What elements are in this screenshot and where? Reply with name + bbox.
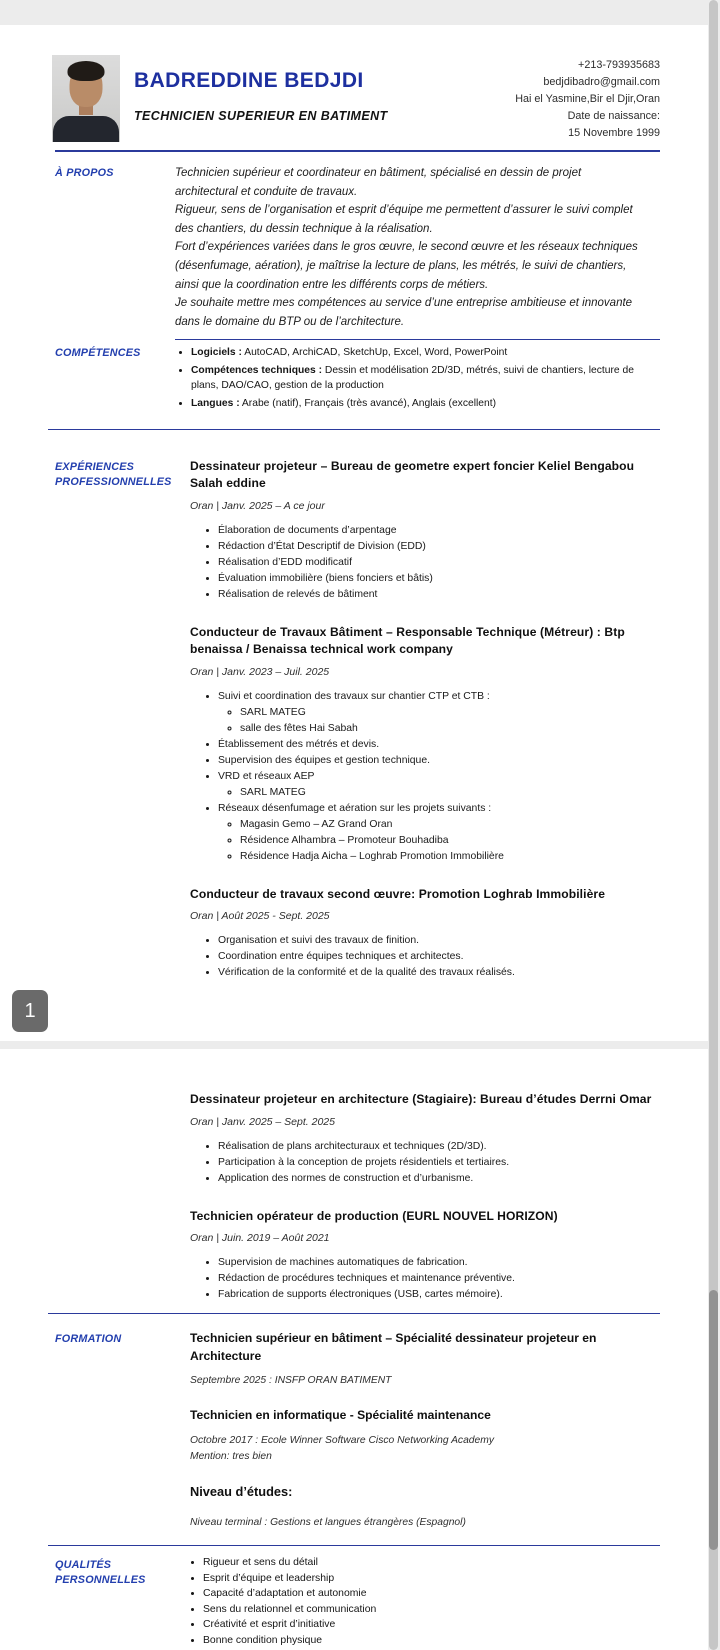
identity-block [134, 55, 388, 142]
job-entry [190, 1208, 660, 1303]
quality-item: • Rigueur et sens du détail [203, 1556, 660, 1571]
job-title: Dessinateur projeteur en architecture (Stagiaire): Bureau d’études Derrni Omar [190, 1092, 652, 1106]
photo-hair-shape [68, 61, 105, 81]
job-bullet-list [190, 523, 660, 602]
job-sub-list [218, 785, 660, 800]
header-divider [55, 150, 660, 152]
formation-label: FORMATION [55, 1333, 122, 1345]
contact-line: +213-793935683 [578, 59, 660, 71]
education-entry [190, 1330, 660, 1389]
job-title: Conducteur de travaux second œuvre: Promotion Loghrab Immobilière [190, 886, 606, 901]
job-title: Technicien opérateur de production (EURL NOUVEL HORIZON) [190, 1208, 558, 1223]
jobs-page2 [175, 1091, 660, 1303]
contact-line: Hai el Yasmine,Bir el Djir,Oran [515, 93, 660, 105]
competence-lead: Langues : [191, 397, 240, 409]
experiences-continued-label [55, 1091, 175, 1303]
education-meta: Septembre 2025 : INSFP ORAN BATIMENT [190, 1375, 392, 1386]
job-bullet-list [190, 1139, 660, 1186]
quality-item: • Sens du relationnel et communication [203, 1603, 660, 1618]
job-bullet: • Participation à la conception de projets résidentiels et tertiaires. [218, 1155, 660, 1170]
job-bullet: • Réalisation de plans architecturaux et techniques (2D/3D). [218, 1139, 660, 1154]
qualites-list [175, 1556, 660, 1649]
contact-line: 15 Novembre 1999 [568, 127, 660, 139]
job-title: Dessinateur projeteur – Bureau de geometre expert foncier Keliel Bengabou Salah eddine [190, 458, 635, 491]
competence-lead: Logiciels : [191, 347, 242, 359]
job-bullet: • Vérification de la conformité et de la qualité des travaux réalisés. [218, 965, 660, 980]
formation-list [175, 1330, 660, 1531]
experiences-label: EXPÉRIENCES PROFESSIONNELLES [55, 460, 172, 488]
education-title: Technicien en informatique - Spécialité maintenance [190, 1408, 491, 1422]
education-title: Niveau d’études: [190, 1483, 293, 1499]
job-bullet-list [190, 933, 660, 980]
candidate-title: TECHNICIEN SUPERIEUR EN BATIMENT [134, 109, 388, 123]
competences-list [175, 346, 660, 414]
job-bullet: • VRD et réseaux AEP ◦ SARL MATEG [218, 769, 660, 800]
job-sub-list [218, 705, 660, 736]
job-bullet: • Fabrication de supports électroniques (USB, cartes mémoire). [218, 1287, 660, 1302]
job-bullet: • Évaluation immobilière (biens fonciers et bâtis) [218, 571, 660, 586]
job-bullet-list [190, 1255, 660, 1302]
about-paragraph: Rigueur, sens de l’organisation et esprit d’équipe me permettent d’assurer le suivi complet des chantiers, du dessin technique à la réalisation. [175, 204, 633, 235]
competence-item [191, 364, 660, 394]
qualites-label: QUALITÉS PERSONNELLES [55, 1559, 146, 1586]
job-entry [190, 886, 660, 981]
about-text [175, 164, 660, 331]
education-title: Technicien supérieur en bâtiment – Spécialité dessinateur projeteur en Architecture [190, 1331, 597, 1363]
about-label: À PROPOS [55, 167, 114, 179]
competences-label: COMPÉTENCES [55, 347, 141, 360]
job-bullet: • Rédaction d’État Descriptif de Division (EDD) [218, 539, 660, 554]
quality-item: • Capacité d’adaptation et autonomie [203, 1587, 660, 1602]
quality-item: • Esprit d’équipe et leadership [203, 1572, 660, 1587]
experiences-continued-section [0, 1091, 708, 1303]
job-sub-bullet: ◦ Résidence Alhambra – Promoteur Bouhadiba [240, 833, 660, 848]
quality-item: • Créativité et esprit d’initiative [203, 1618, 660, 1633]
competence-lead: Compétences techniques : [191, 365, 323, 377]
about-section [0, 164, 708, 331]
job-bullet: • Supervision des équipes et gestion technique. [218, 753, 660, 768]
job-bullet: • Rédaction de procédures techniques et maintenance préventive. [218, 1271, 660, 1286]
cv-header [0, 25, 708, 142]
job-bullet-list [190, 689, 660, 864]
job-bullet: • Organisation et suivi des travaux de finition. [218, 933, 660, 948]
job-bullet: • Application des normes de construction et d’urbanisme. [218, 1171, 660, 1186]
job-bullet: • Coordination entre équipes techniques et architectes. [218, 949, 660, 964]
job-bullet: • Établissement des métrés et devis. [218, 737, 660, 752]
contact-email[interactable]: bedjdibadro@gmail.com [543, 76, 660, 88]
job-sub-bullet: ◦ SARL MATEG [240, 705, 660, 720]
competences-divider [175, 339, 660, 340]
profile-photo [52, 55, 120, 142]
page-2 [0, 1049, 708, 1650]
job-meta: Oran | Janv. 2025 – Sept. 2025 [190, 1115, 335, 1128]
qualites-section [0, 1556, 708, 1649]
competences-section [0, 344, 708, 414]
formation-divider [48, 1313, 660, 1314]
job-entry [190, 1091, 660, 1186]
job-meta: Oran | Août 2025 - Sept. 2025 [190, 910, 330, 923]
job-bullet: • Supervision de machines automatiques de fabrication. [218, 1255, 660, 1270]
page-1 [0, 25, 708, 1041]
education-entry [190, 1483, 660, 1532]
competence-text: Arabe (natif), Français (très avancé), Anglais (excellent) [239, 397, 497, 409]
about-paragraph: Technicien supérieur et coordinateur en bâtiment, spécialisé en dessin de projet architectural et conduite de travaux. [175, 167, 582, 198]
job-bullet: • Élaboration de documents d’arpentage [218, 523, 660, 538]
job-entry [190, 458, 660, 602]
experiences-divider [48, 429, 660, 430]
about-paragraph: Je souhaite mettre mes compétences au service d’une entreprise ambitieuse et innovante dans le domaine du BTP ou de l’architecture. [175, 297, 633, 328]
qualites-divider [48, 1545, 660, 1546]
job-sub-bullet: ◦ SARL MATEG [240, 785, 660, 800]
candidate-name: BADREDDINE BEDJDI [134, 69, 364, 92]
quality-item: • Bonne condition physique [203, 1634, 660, 1649]
competence-item [191, 397, 660, 412]
formation-section [0, 1330, 708, 1531]
education-meta: Niveau terminal : Gestions et langues étrangères (Espagnol) [190, 1517, 466, 1528]
job-bullet: • Réseaux désenfumage et aération sur les projets suivants : ◦ Magasin Gemo – AZ Grand Oran ◦ Résidence Alhambra – Promoteur Bouhadiba ◦ Résidence Hadja Aicha – Loghrab Promotion Immobilière [218, 801, 660, 864]
job-meta: Oran | Janv. 2023 – Juil. 2025 [190, 665, 330, 678]
contact-line: Date de naissance: [567, 110, 660, 122]
about-paragraph: Fort d’expériences variées dans le gros œuvre, le second œuvre et les réseaux techniques (désenfumage, aération), je maîtrise la lecture de plans, les métrés, le suivi de chantiers, ainsi que la coordination entre les différents corps de métiers. [175, 241, 638, 291]
job-title: Conducteur de Travaux Bâtiment – Responsable Technique (Métreur) : Btp benaissa / Benaissa technical work company [190, 624, 625, 657]
education-entry [190, 1407, 660, 1465]
page-number-badge: 1 [12, 990, 48, 1032]
photo-torso-shape [53, 116, 119, 142]
job-sub-list [218, 817, 660, 864]
contact-block [515, 55, 660, 142]
job-sub-bullet: ◦ Résidence Hadja Aicha – Loghrab Promotion Immobilière [240, 849, 660, 864]
education-meta: Octobre 2017 : Ecole Winner Software Cisco Networking Academy [190, 1434, 494, 1446]
job-sub-bullet: ◦ Magasin Gemo – AZ Grand Oran [240, 817, 660, 832]
job-bullet: • Réalisation de relevés de bâtiment [218, 587, 660, 602]
education-meta: Mention: tres bien [190, 1450, 272, 1462]
job-meta: Oran | Janv. 2025 – A ce jour [190, 499, 325, 512]
scrollbar-thumb[interactable] [709, 1290, 718, 1550]
competence-text: AutoCAD, ArchiCAD, SketchUp, Excel, Word, PowerPoint [241, 347, 508, 359]
job-bullet: • Réalisation d’EDD modificatif [218, 555, 660, 570]
experiences-section [0, 458, 708, 982]
competence-text: Dessin et modélisation 2D/3D, métrés, suivi de chantiers, lecture de plans, DAO/CAO, gestion de la production [191, 365, 634, 391]
jobs-page1 [175, 458, 660, 982]
job-bullet: • Suivi et coordination des travaux sur chantier CTP et CTB : ◦ SARL MATEG ◦ salle des fêtes Hai Sabah [218, 689, 660, 736]
job-sub-bullet: ◦ salle des fêtes Hai Sabah [240, 721, 660, 736]
job-entry [190, 624, 660, 864]
competence-item [191, 346, 660, 361]
job-meta: Oran | Juin. 2019 – Août 2021 [190, 1232, 330, 1244]
